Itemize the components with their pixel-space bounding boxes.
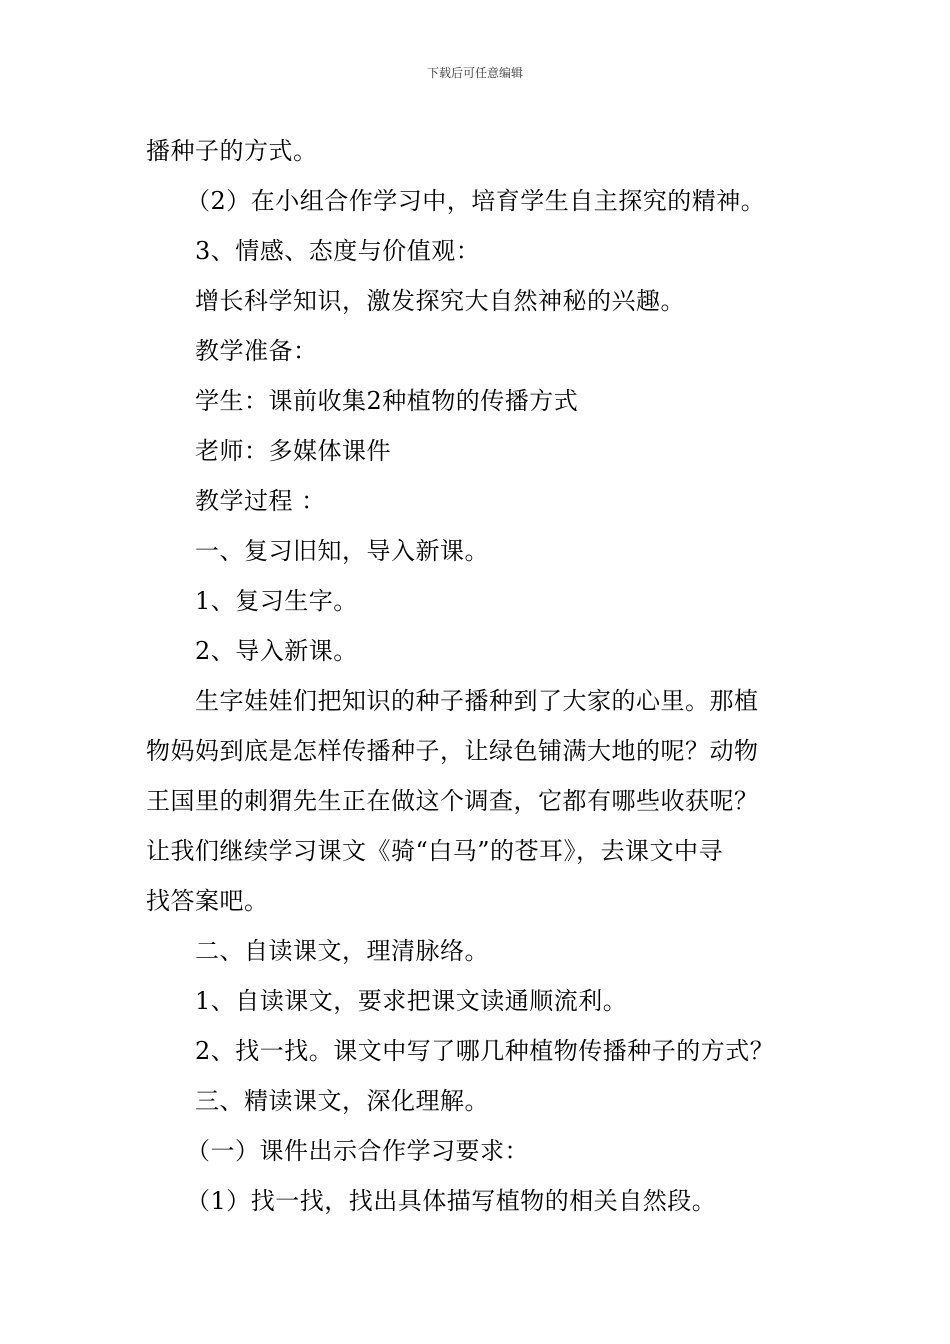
text-line: 2、导入新课。 [195,637,358,665]
text-line: 教学准备： [195,337,318,365]
document-body [146,126,816,1226]
text-line: 生字娃娃们把知识的种子播种到了大家的心里。那植 [195,687,759,715]
text-line: 学生：课前收集2种植物的传播方式 [195,387,579,415]
text-line: 教学过程 ： [195,487,326,515]
text-line: 老师：多媒体课件 [195,437,391,465]
text-line: （2）在小组合作学习中，培育学生自主探究的精神。 [186,187,766,215]
text-line: 2、找一找。课文中写了哪几种植物传播种子的方式？ [195,1037,775,1065]
text-line: 1、复习生字。 [195,587,358,615]
text-line: （一）课件出示合作学习要求： [186,1137,529,1165]
page-header: 下载后可任意编辑 [426,66,523,80]
text-line: 物妈妈到底是怎样传播种子，让绿色铺满大地的呢？动物 [146,737,759,765]
text-line: （1）找一找，找出具体描写植物的相关自然段。 [186,1187,717,1215]
text-line: 3、情感、态度与价值观： [195,237,481,265]
text-line: 播种子的方式。 [146,137,318,165]
text-line: 1、自读课文，要求把课文读通顺流利。 [195,987,628,1015]
text-line: 增长科学知识，激发探究大自然神秘的兴趣。 [195,287,685,315]
text-line: 王国里的刺猬先生正在做这个调查，它都有哪些收获呢？ [146,787,759,815]
text-line: 三、精读课文，深化理解。 [195,1087,489,1115]
text-line: 二、自读课文，理清脉络。 [195,937,489,965]
text-line: 让我们继续学习课文《骑“白马”的苍耳》，去课文中寻 [146,837,724,865]
text-line: 一、复习旧知，导入新课。 [195,537,489,565]
text-line: 找答案吧。 [146,887,269,915]
